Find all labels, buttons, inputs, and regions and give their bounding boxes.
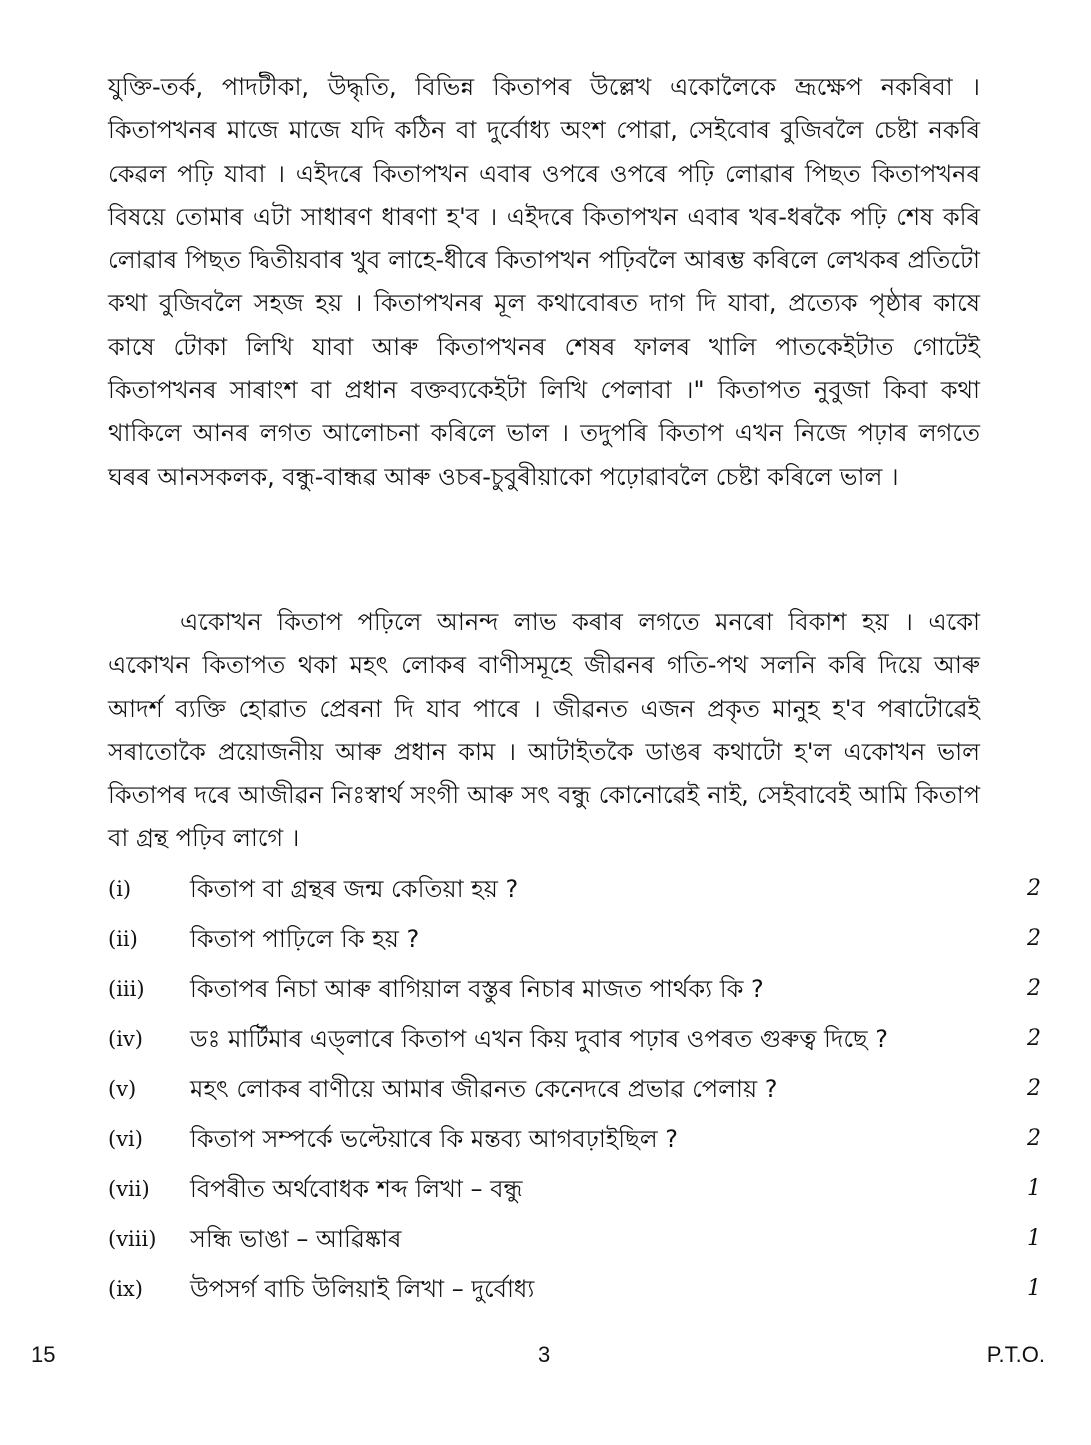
paper-code: 15 — [31, 1342, 56, 1367]
question-marks: 1 — [1027, 1176, 1041, 1201]
question-list — [108, 870, 1041, 1320]
question-number: (ix) — [108, 1277, 143, 1301]
question-marks: 2 — [1027, 1076, 1041, 1101]
question-text: কিতাপ বা গ্ৰন্থৰ জন্ম কেতিয়া হয় ? — [190, 875, 519, 903]
question-marks: 2 — [1027, 926, 1041, 951]
question-text: মহৎ লোকৰ বাণীয়ে আমাৰ জীৱনত কেনেদৰে প্ৰভাৱ পেলায় ? — [190, 1075, 778, 1103]
page-number: 3 — [538, 1342, 551, 1367]
please-turn-over: P.T.O. — [986, 1342, 1045, 1367]
passage-paragraph-1: যুক্তি-তৰ্ক, পাদটীকা, উদ্ধৃতি, বিভিন্ন কিতাপৰ উল্লেখ একোলৈকে ভ্ৰূক্ষেপ নকৰিবা । কিতাপখনৰ মাজে মাজে যদি কঠিন বা দুৰ্বোধ্য অংশ পোৱা, সেইবোৰ বুজিবলৈ চেষ্টা নকৰি কেৱল পঢ়ি যাবা । এইদৰে কিতাপখন এবাৰ ওপৰে ওপৰে পঢ়ি লোৱাৰ পিছত কিতাপখনৰ বিষয়ে তোমাৰ এটা সাধাৰণ ধাৰণা হ'ব । এইদৰে কিতাপখন এবাৰ খৰ-ধৰকৈ পঢ়ি শেষ কৰি লোৱাৰ পিছত দ্বিতীয়বাৰ খুব লাহে-ধীৰে কিতাপখন পঢ়িবলৈ আৰম্ভ কৰিলে লেখকৰ প্ৰতিটো কথা বুজিবলৈ সহজ হয় । কিতাপখনৰ মূল কথাবোৰত দাগ দি যাবা, প্ৰত্যেক পৃষ্ঠাৰ কাষে কাষে টোকা লিখি যাবা আৰু কিতাপখনৰ শেষৰ ফালৰ খালি পাতকেইটাত গোটেই কিতাপখনৰ সাৰাংশ বা প্ৰধান বক্তব্যকেইটা লিখি পেলাবা ।" কিতাপত নুবুজা কিবা কথা থাকিলে আনৰ লগত আলোচনা কৰিলে ভাল । তদুপৰি কিতাপ এখন নিজে পঢ়াৰ লগতে ঘৰৰ আনসকলক, বন্ধু-বান্ধৱ আৰু ওচৰ-চুবুৰীয়াকো পঢ়োৱাবলৈ চেষ্টা কৰিলে ভাল । — [108, 73, 980, 491]
question-number: (iii) — [108, 977, 145, 1001]
passage-paragraph-2: একোখন কিতাপ পঢ়িলে আনন্দ লাভ কৰাৰ লগতে মনৰো বিকাশ হয় । একো একোখন কিতাপত থকা মহৎ লোকৰ বাণীসমূহে জীৱনৰ গতি-পথ সলনি কৰি দিয়ে আৰু আদৰ্শ ব্যক্তি হোৱাত প্ৰেৰনা দি যাব পাৰে । জীৱনত এজন প্ৰকৃত মানুহ হ'ব পৰাটোৱেই সৰাতোকৈ প্ৰয়োজনীয় আৰু প্ৰধান কাম । আটাইতকৈ ডাঙৰ কথাটো হ'ল একোখন ভাল কিতাপৰ দৰে আজীৱন নিঃস্বাৰ্থ সংগী আৰু সৎ বন্ধু কোনোৱেই নাই, সেইবাবেই আমি কিতাপ বা গ্ৰন্থ পঢ়িব লাগে । — [108, 608, 980, 853]
question-item — [108, 920, 1041, 958]
question-marks: 1 — [1027, 1276, 1041, 1301]
question-number: (ii) — [108, 927, 138, 951]
question-text: বিপৰীত অৰ্থবোধক শব্দ লিখা – বন্ধু — [190, 1175, 523, 1203]
question-number: (v) — [108, 1077, 137, 1101]
question-text: কিতাপ পাঢ়িলে কি হয় ? — [190, 925, 420, 953]
question-item — [108, 1170, 1041, 1208]
question-item — [108, 870, 1041, 908]
question-item — [108, 1020, 1041, 1058]
question-item — [108, 1070, 1041, 1108]
question-text: কিতাপৰ নিচা আৰু ৰাগিয়াল বস্তুৰ নিচাৰ মাজত পাৰ্থক্য কি ? — [190, 975, 764, 1003]
question-item — [108, 970, 1041, 1008]
question-text: ডঃ মাৰ্টিমাৰ এড্লাৰে কিতাপ এখন কিয় দুবাৰ পঢ়াৰ ওপৰত গুৰুত্ব দিছে ? — [190, 1025, 888, 1053]
question-marks: 2 — [1027, 1026, 1041, 1051]
question-item — [108, 1270, 1041, 1308]
question-number: (iv) — [108, 1027, 143, 1051]
question-item — [108, 1120, 1041, 1158]
question-text: উপসৰ্গ বাচি উলিয়াই লিখা – দুৰ্বোধ্য — [190, 1275, 535, 1303]
question-number: (vi) — [108, 1127, 143, 1151]
question-text: সন্ধি ভাঙা – আৱিষ্কাৰ — [190, 1225, 402, 1253]
question-marks: 2 — [1027, 976, 1041, 1001]
question-item — [108, 1220, 1041, 1258]
question-marks: 2 — [1027, 1126, 1041, 1151]
question-marks: 1 — [1027, 1226, 1041, 1251]
question-number: (i) — [108, 877, 132, 901]
question-number: (vii) — [108, 1177, 150, 1201]
question-marks: 2 — [1027, 876, 1041, 901]
question-text: কিতাপ সম্পৰ্কে ভল্টেয়াৰে কি মন্তব্য আগবঢ়াইছিল ? — [190, 1125, 678, 1153]
question-number: (viii) — [108, 1227, 157, 1251]
